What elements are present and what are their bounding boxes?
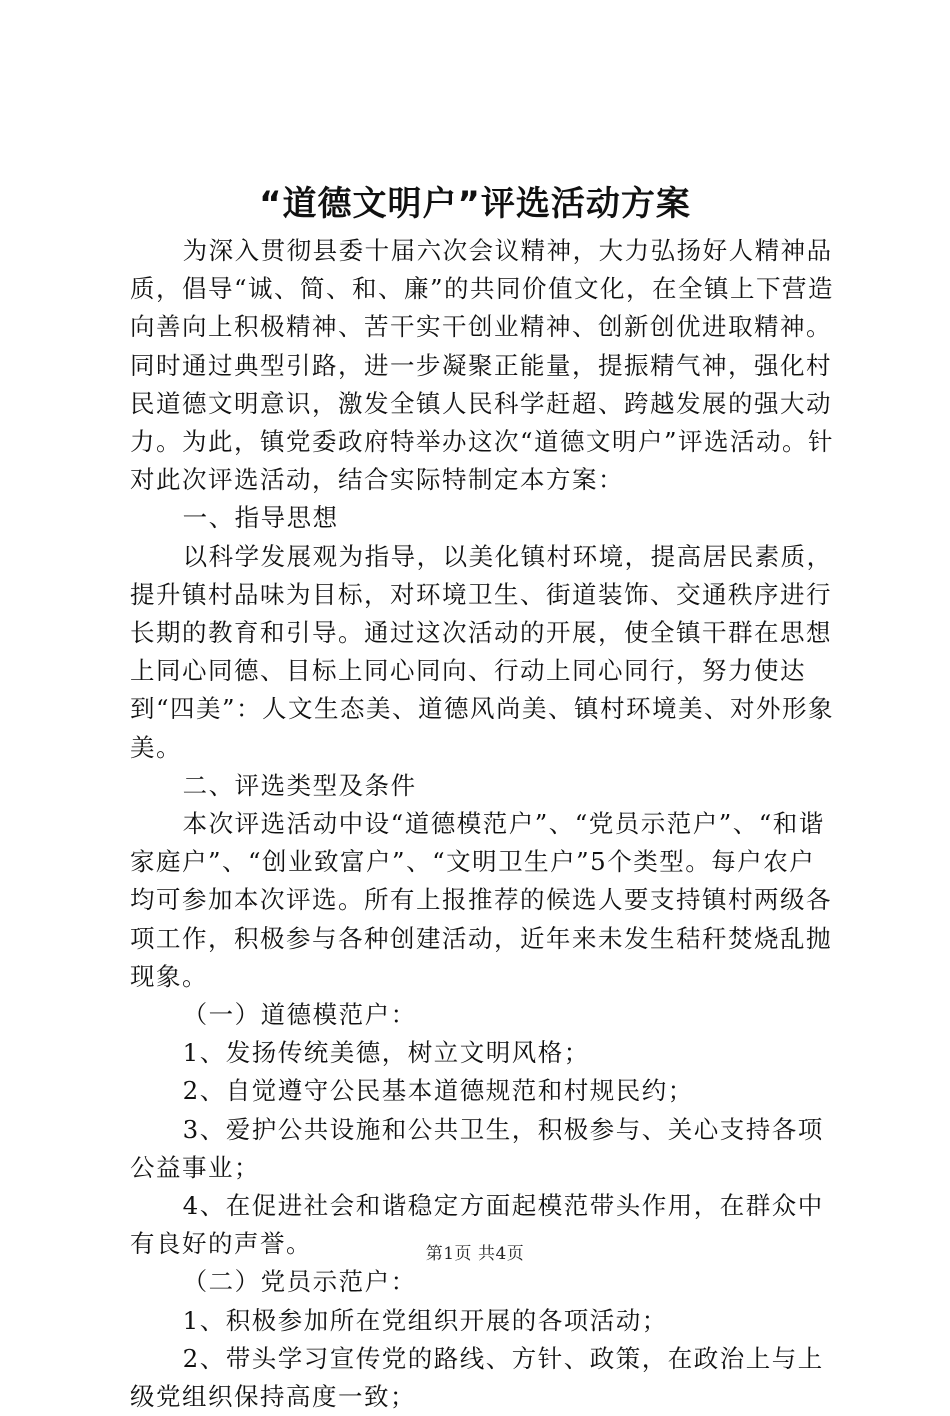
page-footer: 第1页 共4页 xyxy=(425,1244,525,1264)
list-item: 1、发扬传统美德，树立文明风格； xyxy=(182,1038,590,1068)
document-body xyxy=(130,232,840,1416)
list-item: 2、带头学习宣传党的路线、方针、政策，在政治上与上级党组织保持高度一致； xyxy=(130,1343,824,1412)
list-item: 3、爱护公共设施和公共卫生，积极参与、关心支持各项公益事业； xyxy=(130,1114,824,1182)
intro-paragraph: 为深入贯彻县委十届六次会议精神，大力弘扬好人精神品质，倡导“诚、简、和、廉”的共同价值文化，在全镇上下营造向善向上积极精神、苦干实干创业精神、创新创优进取精神。同时通过典型引路，进一步凝聚正能量，提振精气神，强化村民道德文明意识，激发全镇人民科学赶超、跨越发展的强大动力。为此，镇党委政府特举办这次“道德文明户”评选活动。针对此次评选活动，结合实际特制定本方案： xyxy=(130,236,835,495)
selection-types-paragraph: 本次评选活动中设“道德模范户”、“党员示范户”、“和谐家庭户”、“创业致富户”、“文明卫生户”5个类型。每户农户均可参加本次评选。所有上报推荐的候选人要支持镇村两级各项工作，积极参与各种创建活动，近年来未发生秸秆焚烧乱抛现象。 xyxy=(130,809,832,991)
list-item: 1、积极参加所在党组织开展的各项活动； xyxy=(182,1305,668,1335)
list-item: 4、在促进社会和谐稳定方面起模范带头作用，在群众中有良好的声誉。 xyxy=(130,1191,824,1259)
subsection-heading-party-member: （二）党员示范户： xyxy=(182,1267,417,1297)
guiding-ideology-paragraph: 以科学发展观为指导，以美化镇村环境，提高居民素质，提升镇村品味为目标，对环境卫生、街道装饰、交通秩序进行长期的教育和引导。通过这次活动的开展，使全镇干群在思想上同心同德、目标上同心同向、行动上同心同行，努力使达到“四美”：人文生态美、道德风尚美、镇村环境美、对外形象美。 xyxy=(130,541,835,762)
list-item: 2、自觉遵守公民基本道德规范和村规民约； xyxy=(182,1076,694,1106)
section-heading-guiding-ideology: 一、指导思想 xyxy=(182,503,339,533)
section-heading-selection-types: 二、评选类型及条件 xyxy=(182,770,417,800)
document-title: “道德文明户”评选活动方案 xyxy=(259,184,691,224)
subsection-heading-moral-model: （一）道德模范户： xyxy=(182,1000,417,1030)
